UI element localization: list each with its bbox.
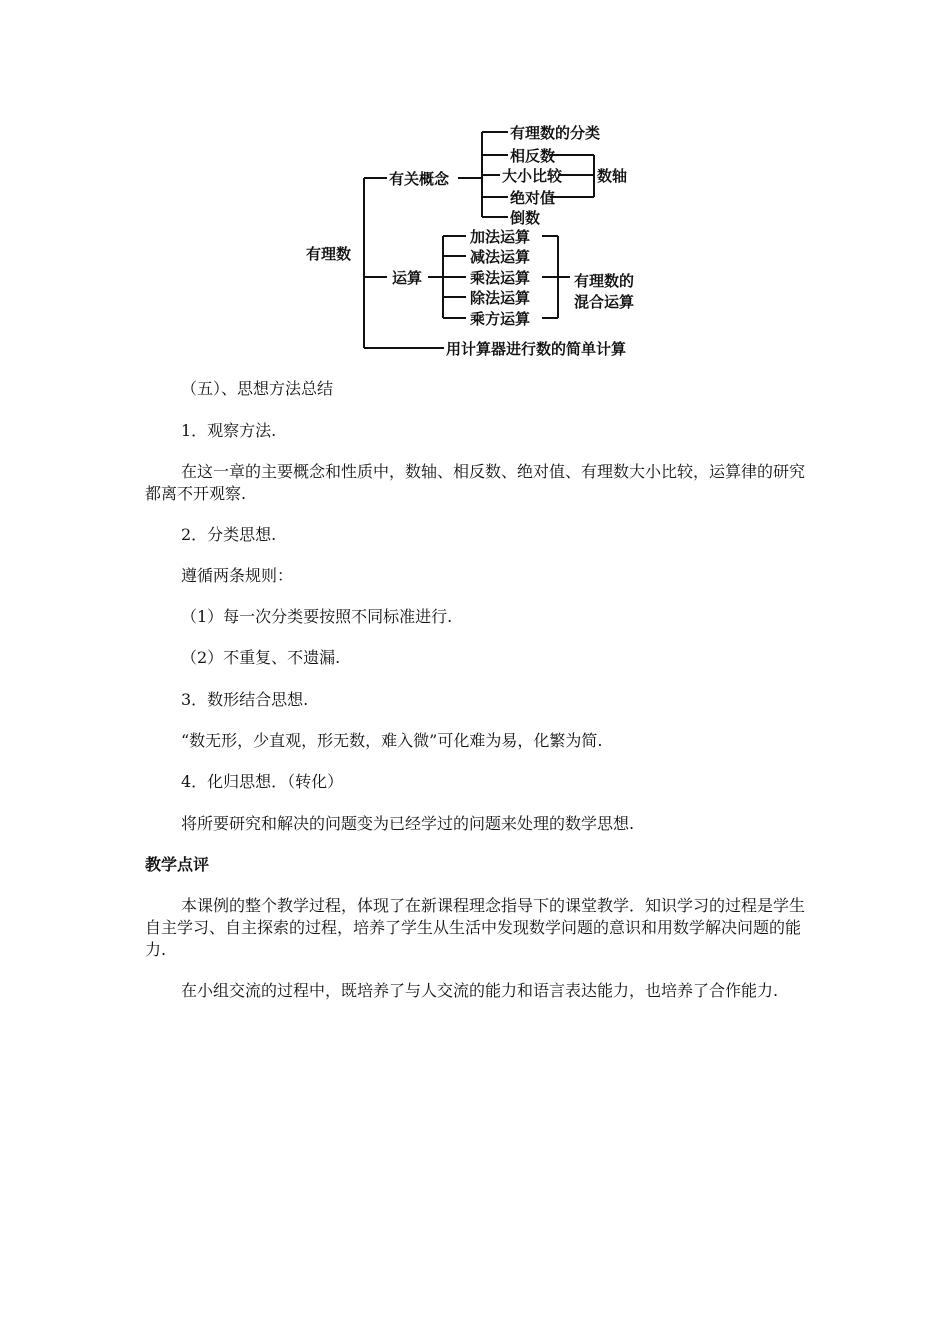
root-label: 有理数	[306, 245, 352, 263]
mixed-operations-label-line2: 混合运算	[574, 293, 635, 311]
operation-item: 加法运算	[470, 228, 531, 246]
paragraph: 将所要研究和解决的问题变为已经学过的问题来处理的数学思想.	[181, 814, 635, 833]
operation-item: 减法运算	[470, 248, 531, 266]
paragraph: “数无形，少直观，形无数，难入微”可化难为易，化繁为简.	[181, 731, 603, 750]
item-heading: 1．观察方法.	[181, 421, 277, 440]
paragraph: 遵循两条规则：	[181, 566, 294, 585]
concept-item: 相反数	[510, 147, 556, 165]
item-heading: 4．化归思想．（转化）	[181, 772, 344, 791]
operations-branch-label: 运算	[392, 269, 423, 287]
review-heading: 教学点评	[145, 855, 210, 874]
number-axis-label: 数轴	[597, 167, 628, 185]
mixed-operations-label-line1: 有理数的	[574, 272, 635, 290]
review-paragraph: 在小组交流的过程中，既培养了与人交流的能力和语言表达能力，也培养了合作能力.	[181, 981, 779, 1000]
operation-item: 乘法运算	[470, 269, 531, 287]
concept-item: 绝对值	[510, 189, 556, 207]
concept-item: 倒数	[510, 209, 541, 227]
rational-number-concept-diagram	[300, 120, 660, 360]
diagram-svg	[300, 120, 660, 360]
review-paragraph: 本课例的整个教学过程，体现了在新课程理念指导下的课堂教学．知识学习的过程是学生自主学习、自主探索的过程，培养了学生从生活中发现数学问题的意识和用数学解决问题的能力.	[145, 896, 806, 959]
item-heading: 2．分类思想.	[181, 525, 277, 544]
operation-item: 除法运算	[470, 289, 531, 307]
concept-item: 大小比较	[502, 167, 563, 185]
item-heading: 3．数形结合思想.	[181, 690, 309, 709]
operation-item: 乘方运算	[470, 310, 531, 328]
concept-item: 有理数的分类	[510, 124, 601, 142]
concepts-branch-label: 有关概念	[389, 170, 450, 188]
paragraph: 在这一章的主要概念和性质中，数轴、相反数、绝对值、有理数大小比较，运算律的研究都离不开观察.	[145, 462, 806, 503]
rule-item: （1）每一次分类要按照不同标准进行.	[181, 607, 453, 626]
calculator-label: 用计算器进行数的简单计算	[446, 340, 627, 358]
section-title: （五）、思想方法总结	[181, 379, 334, 398]
rule-item: （2）不重复、不遗漏.	[181, 648, 341, 667]
